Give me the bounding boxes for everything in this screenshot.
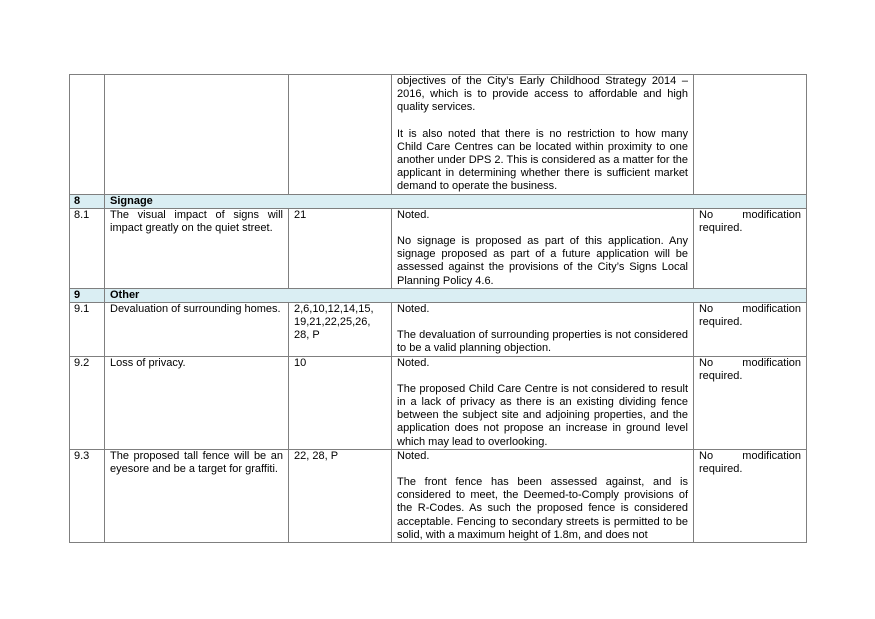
section-number: 9: [70, 288, 105, 302]
modification-cell: [694, 449, 807, 542]
table-row: [70, 75, 807, 195]
item-number: 9.2: [70, 356, 105, 449]
issue-text: The visual impact of signs will impact greatly on the quiet street.: [105, 208, 289, 288]
modification-word: modification: [742, 303, 801, 316]
section-title: Signage: [105, 194, 807, 208]
section-header-row: [70, 288, 807, 302]
issue-text: Devaluation of surrounding homes.: [105, 303, 289, 357]
modification-word: required.: [699, 463, 743, 476]
modification-word: modification: [742, 356, 801, 369]
modification-word: required.: [699, 222, 743, 235]
response-paragraph: The devaluation of surrounding properties is not considered to be a valid planning objection.: [397, 329, 688, 355]
response-cell: [392, 208, 694, 288]
submissions-table: [69, 74, 807, 543]
table-row: [70, 449, 807, 542]
response-paragraph: Noted.: [397, 208, 430, 221]
modification-word: No: [699, 449, 714, 462]
response-paragraph: The proposed Child Care Centre is not considered to result in a lack of privacy as there is an existing dividing fence between the subject site and adjoining properties, and the application does not propose an increase in ground level which may lead to overlooking.: [397, 382, 688, 448]
modification-word: No: [699, 208, 714, 221]
modification-word: required.: [699, 316, 743, 329]
modification-cell: [694, 356, 807, 449]
section-title: Other: [105, 288, 807, 302]
modification-word: No: [699, 356, 714, 369]
modification-word: modification: [742, 449, 801, 462]
response-paragraph: objectives of the City’s Early Childhood Strategy 2014 – 2016, which is to provide access to affordable and high quality services.: [397, 75, 688, 114]
section-header-row: [70, 194, 807, 208]
response-cell: [392, 449, 694, 542]
response-paragraph: Noted.: [397, 356, 430, 369]
response-paragraph: It is also noted that there is no restriction to how many Child Care Centres can be located within proximity to one another under DPS 2. This is considered as a matter for the applicant in determining whether there is sufficient market demand to operate the business.: [397, 127, 688, 193]
response-paragraph: Noted.: [397, 303, 430, 316]
submitters-text: 22, 28, P: [289, 449, 392, 542]
response-cell: [392, 356, 694, 449]
modification-word: required.: [699, 369, 743, 382]
modification-cell: [694, 208, 807, 288]
item-number: 9.1: [70, 303, 105, 357]
modification-word: modification: [742, 208, 801, 221]
modification-word: No: [699, 303, 714, 316]
modification-cell: [694, 303, 807, 357]
table-row: [70, 208, 807, 288]
section-number: 8: [70, 194, 105, 208]
item-number: 8.1: [70, 208, 105, 288]
issue-text: The proposed tall fence will be an eyesore and be a target for graffiti.: [105, 449, 289, 542]
submitters-text: 2,6,10,12,14,15, 19,21,22,25,26, 28, P: [289, 303, 392, 357]
issue-text: Loss of privacy.: [105, 356, 289, 449]
submitters-text: 10: [289, 356, 392, 449]
response-paragraph: No signage is proposed as part of this application. Any signage proposed as part of a future application will be assessed against the provisions of the City’s Signs Local Planning Policy 4.6.: [397, 235, 688, 287]
item-number: 9.3: [70, 449, 105, 542]
response-cell: [392, 75, 694, 195]
modification-cell: [694, 75, 807, 195]
response-paragraph: Noted.: [397, 449, 430, 462]
response-cell: [392, 303, 694, 357]
item-number-cell: [70, 75, 105, 195]
submitters-text: 21: [289, 208, 392, 288]
submitters-cell: [289, 75, 392, 195]
table-row: [70, 356, 807, 449]
response-paragraph: The front fence has been assessed against, and is considered to meet, the Deemed-to-Comply provisions of the R-Codes. As such the proposed fence is considered acceptable. Fencing to secondary streets is permitted to be solid, with a maximum height of 1.8m, and does not: [397, 476, 688, 541]
table-row: [70, 303, 807, 357]
issue-cell: [105, 75, 289, 195]
